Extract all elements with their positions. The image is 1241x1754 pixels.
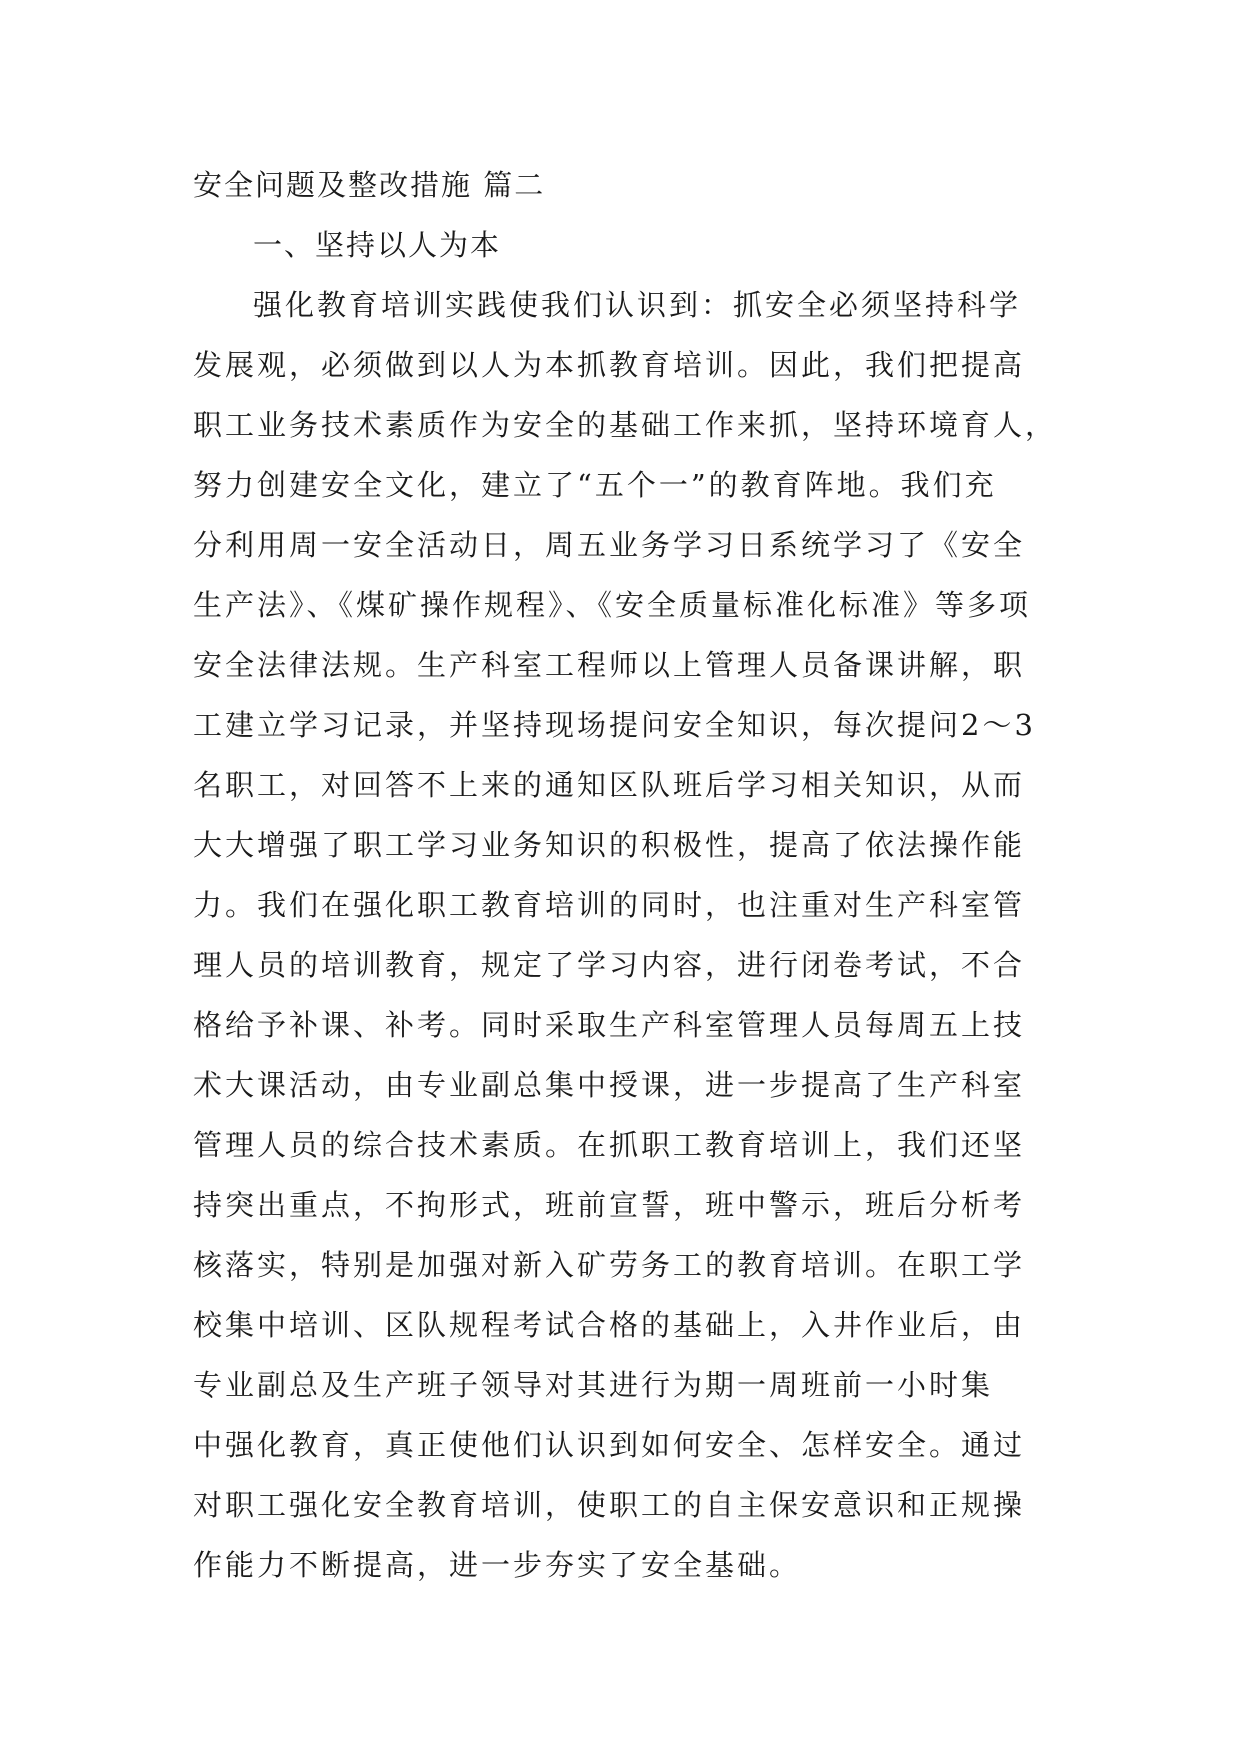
section-heading: 一、坚持以人为本: [253, 228, 502, 262]
document-title: 安全问题及整改措施 篇二: [193, 168, 546, 202]
paragraph-line: 术大课活动，由专业副总集中授课，进一步提高了生产科室: [193, 1068, 1026, 1102]
paragraph-line: 持突出重点，不拘形式，班前宣誓，班中警示，班后分析考: [193, 1188, 1026, 1222]
paragraph-line: 发展观，必须做到以人为本抓教育培训。因此，我们把提高: [193, 348, 1026, 382]
paragraph-line: 格给予补课、补考。同时采取生产科室管理人员每周五上技: [193, 1008, 1026, 1042]
paragraph-line: 安全法律法规。生产科室工程师以上管理人员备课讲解，职: [193, 648, 1026, 682]
paragraph-line: 强化教育培训实践使我们认识到：抓安全必须坚持科学: [253, 288, 1022, 322]
paragraph-line: 分利用周一安全活动日，周五业务学习日系统学习了《安全: [193, 528, 1026, 562]
body-paragraph: [193, 283, 1058, 1603]
paragraph-line: 工建立学习记录，并坚持现场提问安全知识，每次提问2～3: [193, 708, 1036, 742]
paragraph-line: 核落实，特别是加强对新入矿劳务工的教育培训。在职工学: [193, 1248, 1026, 1282]
paragraph-line: 校集中培训、区队规程考试合格的基础上，入井作业后，由: [193, 1308, 1026, 1342]
paragraph-line: 大大增强了职工学习业务知识的积极性，提高了依法操作能: [193, 828, 1026, 862]
paragraph-line: 职工业务技术素质作为安全的基础工作来抓，坚持环境育人，: [193, 408, 1058, 442]
paragraph-line: 力。我们在强化职工教育培训的同时，也注重对生产科室管: [193, 888, 1026, 922]
paragraph-line: 作能力不断提高，进一步夯实了安全基础。: [193, 1548, 802, 1582]
paragraph-line: 管理人员的综合技术素质。在抓职工教育培训上，我们还坚: [193, 1128, 1026, 1162]
paragraph-line: 专业副总及生产班子领导对其进行为期一周班前一小时集: [193, 1368, 994, 1402]
paragraph-line: 对职工强化安全教育培训，使职工的自主保安意识和正规操: [193, 1488, 1026, 1522]
paragraph-line: 生产法》、《煤矿操作规程》、《安全质量标准化标准》等多项: [193, 588, 1032, 622]
paragraph-line: 理人员的培训教育，规定了学习内容，进行闭卷考试，不合: [193, 948, 1026, 982]
paragraph-line: 中强化教育，真正使他们认识到如何安全、怎样安全。通过: [193, 1428, 1026, 1462]
paragraph-line: 名职工，对回答不上来的通知区队班后学习相关知识，从而: [193, 768, 1026, 802]
paragraph-line: 努力创建安全文化，建立了“五个一”的教育阵地。我们充: [193, 468, 997, 502]
